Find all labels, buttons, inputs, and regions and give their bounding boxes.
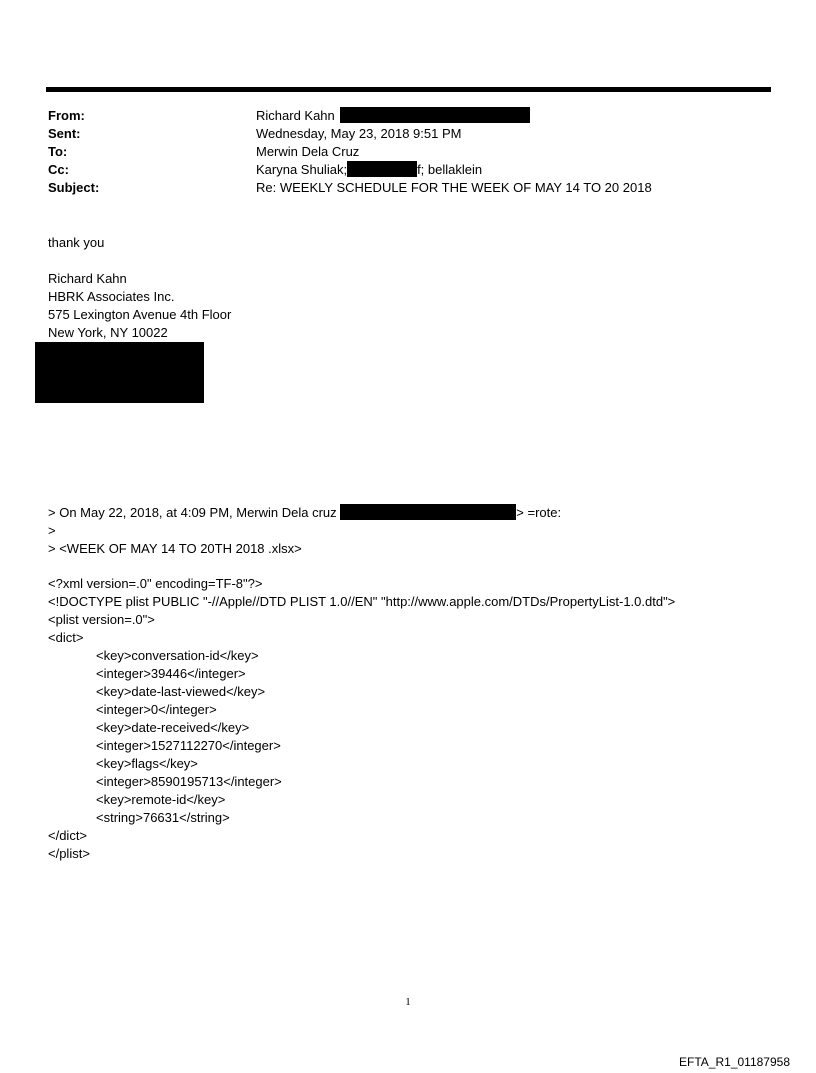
xml-line: <string>76631</string> bbox=[96, 810, 230, 825]
redaction-signature-block bbox=[35, 342, 204, 403]
redaction-quote-email bbox=[340, 504, 516, 520]
xml-line: <integer>1527112270</integer> bbox=[96, 738, 281, 753]
bates-number: EFTA_R1_01187958 bbox=[679, 1055, 790, 1069]
xml-plist-close: </plist> bbox=[48, 846, 90, 861]
xml-dict-open: <dict> bbox=[48, 630, 84, 645]
xml-line: <key>remote-id</key> bbox=[96, 792, 226, 807]
cc-recipient-a: Karyna Shuliak; bbox=[256, 162, 348, 177]
xml-line: <key>flags</key> bbox=[96, 756, 198, 771]
xml-line: <key>conversation-id</key> bbox=[96, 648, 259, 663]
quote-intro-text: > On May 22, 2018, at 4:09 PM, Merwin Dela cruz bbox=[48, 505, 337, 520]
xml-dict-close: </dict> bbox=[48, 828, 88, 843]
page-number: 1 bbox=[405, 996, 411, 1008]
xml-doctype: <!DOCTYPE plist PUBLIC "-//Apple//DTD PLIST 1.0//EN" "http://www.apple.com/DTDs/PropertyList-1.0.dtd"> bbox=[48, 594, 676, 609]
signature-name: Richard Kahn bbox=[48, 271, 127, 286]
header-rule bbox=[46, 87, 771, 92]
xml-line: <integer>8590195713</integer> bbox=[96, 774, 282, 789]
signature-address: 575 Lexington Avenue 4th Floor bbox=[48, 307, 232, 322]
xml-declaration: <?xml version=.0" encoding=TF-8"?> bbox=[48, 576, 263, 591]
quote-intro bbox=[48, 504, 561, 522]
quote-intro-suffix: > =rote: bbox=[516, 505, 562, 520]
from-label: From: bbox=[48, 108, 85, 123]
to-value: Merwin Dela Cruz bbox=[256, 144, 360, 159]
cc-value bbox=[256, 161, 482, 179]
subject-label: Subject: bbox=[48, 180, 100, 195]
from-name: Richard Kahn bbox=[256, 108, 335, 123]
to-label: To: bbox=[48, 144, 68, 159]
subject-value: Re: WEEKLY SCHEDULE FOR THE WEEK OF MAY 14 TO 20 2018 bbox=[256, 180, 652, 195]
redaction-from-email bbox=[340, 107, 530, 123]
quote-blank: > bbox=[48, 523, 56, 538]
signature-city: New York, NY 10022 bbox=[48, 325, 168, 340]
quote-attachment: > <WEEK OF MAY 14 TO 20TH 2018 .xlsx> bbox=[48, 541, 302, 556]
signature-company: HBRK Associates Inc. bbox=[48, 289, 175, 304]
xml-plist-open: <plist version=.0"> bbox=[48, 612, 155, 627]
sent-value: Wednesday, May 23, 2018 9:51 PM bbox=[256, 126, 462, 141]
xml-line: <integer>0</integer> bbox=[96, 702, 217, 717]
greeting: thank you bbox=[48, 235, 105, 250]
redaction-cc-email bbox=[347, 161, 417, 177]
cc-label: Cc: bbox=[48, 162, 69, 177]
sent-label: Sent: bbox=[48, 126, 81, 141]
xml-line: <integer>39446</integer> bbox=[96, 666, 246, 681]
from-value bbox=[256, 107, 530, 125]
xml-line: <key>date-received</key> bbox=[96, 720, 250, 735]
xml-line: <key>date-last-viewed</key> bbox=[96, 684, 266, 699]
cc-recipient-b: f; bellaklein bbox=[417, 162, 483, 177]
